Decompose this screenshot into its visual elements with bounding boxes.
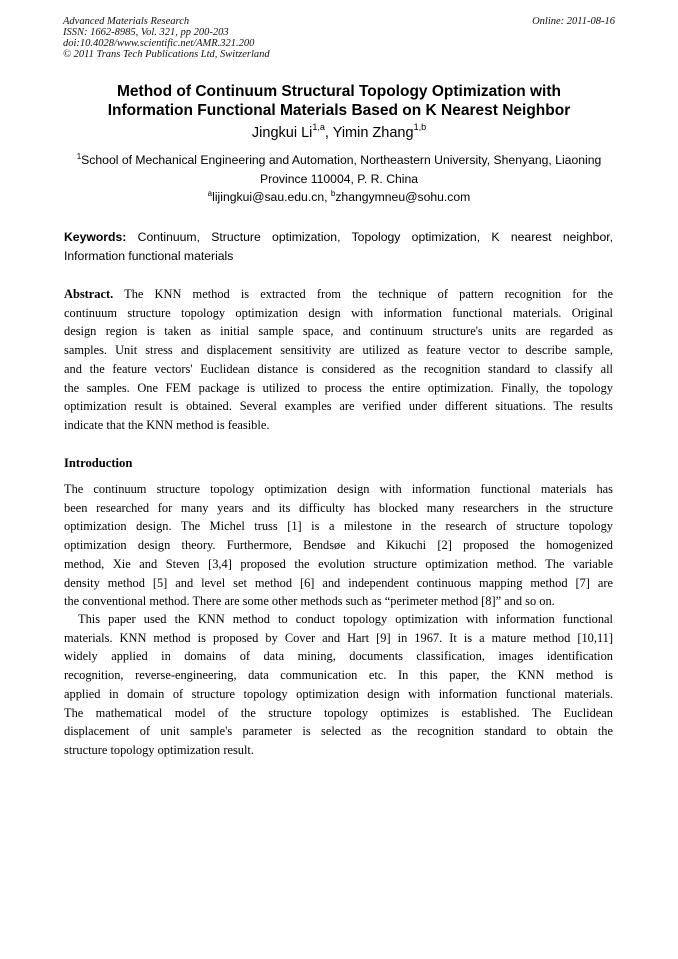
abstract-label: Abstract. xyxy=(64,287,114,301)
title-line-1: Method of Continuum Structural Topology Optimization with xyxy=(117,83,561,100)
paragraph-line: recognition, reverse-engineering, data communication etc. In this paper, the KNN method is xyxy=(64,668,613,683)
affiliation-line-2: Province 110004, P. R. China xyxy=(259,171,419,186)
paragraph-line: The mathematical model of the structure topology optimizes is established. The Euclidean xyxy=(64,705,613,720)
online-date: Online: 2011-08-16 xyxy=(532,16,615,27)
abstract-line: design region is taken as initial sample space, and continuum structure's units are regarded as xyxy=(64,324,613,339)
journal-header xyxy=(63,16,270,60)
affiliation xyxy=(60,151,618,207)
abstract-line: and the feature vectors' Euclidean distance is considered as the recognition standard to classify all xyxy=(64,361,613,376)
author-1: Jingkui Li xyxy=(251,125,313,141)
author-2-affil-mark: 1,b xyxy=(413,122,427,132)
abstract-line: optimization result is obtained. Several examples are verified under different situations. The results xyxy=(64,399,613,414)
title-line-2: Information Functional Materials Based on K Nearest Neighbor xyxy=(107,102,571,119)
email-line xyxy=(60,188,618,207)
paragraph-line: structure topology optimization result. xyxy=(64,742,254,757)
section-heading-introduction: Introduction xyxy=(64,456,133,470)
paragraph-line: widely applied in domains of data mining, documents classification, images identification xyxy=(64,649,613,664)
paragraph-line: the conventional method. There are some other methods such as “perimeter method [8]” and so on. xyxy=(64,594,555,609)
intro-paragraph-1 xyxy=(64,480,613,611)
paragraph-line: method, Xie and Steven [3,4] proposed the evolution structure optimization method. The variable xyxy=(64,556,613,571)
paragraph-line: applied in domain of structure topology optimization design with information functional materials. xyxy=(64,686,613,701)
affiliation-mark: 1 xyxy=(76,152,82,161)
paragraph-line: The continuum structure topology optimization design with information functional materials has xyxy=(64,482,613,496)
abstract-line: samples. Unit stress and displacement sensitivity are utilized as feature vector to describe sample, xyxy=(64,343,613,358)
doi-line: doi:10.4028/www.scientific.net/AMR.321.200 xyxy=(63,38,255,49)
paragraph-line: This paper used the KNN method to conduct topology optimization with information functional xyxy=(78,612,613,626)
issn-line: ISSN: 1662-8985, Vol. 321, pp 200-203 xyxy=(63,27,229,38)
paragraph-line: displacement of unit sample's parameter is selected as the recognition standard to obtain the xyxy=(64,724,613,739)
paragraph-line: been researched for many years and its difficulty has blocked many researchers in the structure xyxy=(64,500,613,515)
email-b: zhangymneu@sohu.com xyxy=(335,190,471,204)
email-a: lijingkui@sau.edu.cn, xyxy=(212,190,331,204)
author-2: Yimin Zhang xyxy=(332,125,414,141)
author-separator: , xyxy=(324,125,333,141)
affiliation-text-1: School of Mechanical Engineering and Automation, Northeastern University, Shenyang, Liaoning xyxy=(81,153,602,167)
keywords-line-1 xyxy=(64,228,613,247)
keywords-text-1: Continuum, Structure optimization, Topology optimization, K nearest neighbor, xyxy=(126,230,613,244)
paper-title xyxy=(60,82,618,120)
keywords-block xyxy=(64,228,613,266)
paragraph-line: materials. KNN method is proposed by Cover and Hart [9] in 1967. It is a mature method [10,11] xyxy=(64,630,613,645)
journal-name: Advanced Materials Research xyxy=(63,16,190,27)
affiliation-line-1 xyxy=(60,151,618,170)
abstract-line: indicate that the KNN method is feasible. xyxy=(64,417,270,432)
email-a-mark: a xyxy=(207,189,213,198)
paragraph-line: optimization design. The Michel truss [1] is a milestone in the research of structure topology xyxy=(64,519,613,534)
abstract-block xyxy=(64,285,613,435)
keywords-line-2: Information functional materials xyxy=(64,249,234,263)
paragraph-line: density method [5] and level set method [6] and independent continuous mapping method [7] are xyxy=(64,575,613,590)
abstract-line: the samples. One FEM package is utilized to process the entire optimization. Finally, the topology xyxy=(64,380,613,395)
paragraph-line: optimization design theory. Furthermore, Bendsøe and Kikuchi [2] proposed the homogenized xyxy=(64,538,613,553)
copyright-line: © 2011 Trans Tech Publications Ltd, Switzerland xyxy=(63,49,270,60)
keywords-label: Keywords: xyxy=(64,230,127,244)
abstract-line-0: The KNN method is extracted from the technique of pattern recognition for the xyxy=(113,287,613,301)
abstract-line xyxy=(64,285,613,304)
abstract-line: continuum structure topology optimization design with information functional materials. Original xyxy=(64,305,613,320)
author-1-affil-mark: 1,a xyxy=(312,122,325,132)
author-list xyxy=(60,124,618,142)
email-b-mark: b xyxy=(330,189,336,198)
intro-paragraph-2 xyxy=(64,610,613,760)
